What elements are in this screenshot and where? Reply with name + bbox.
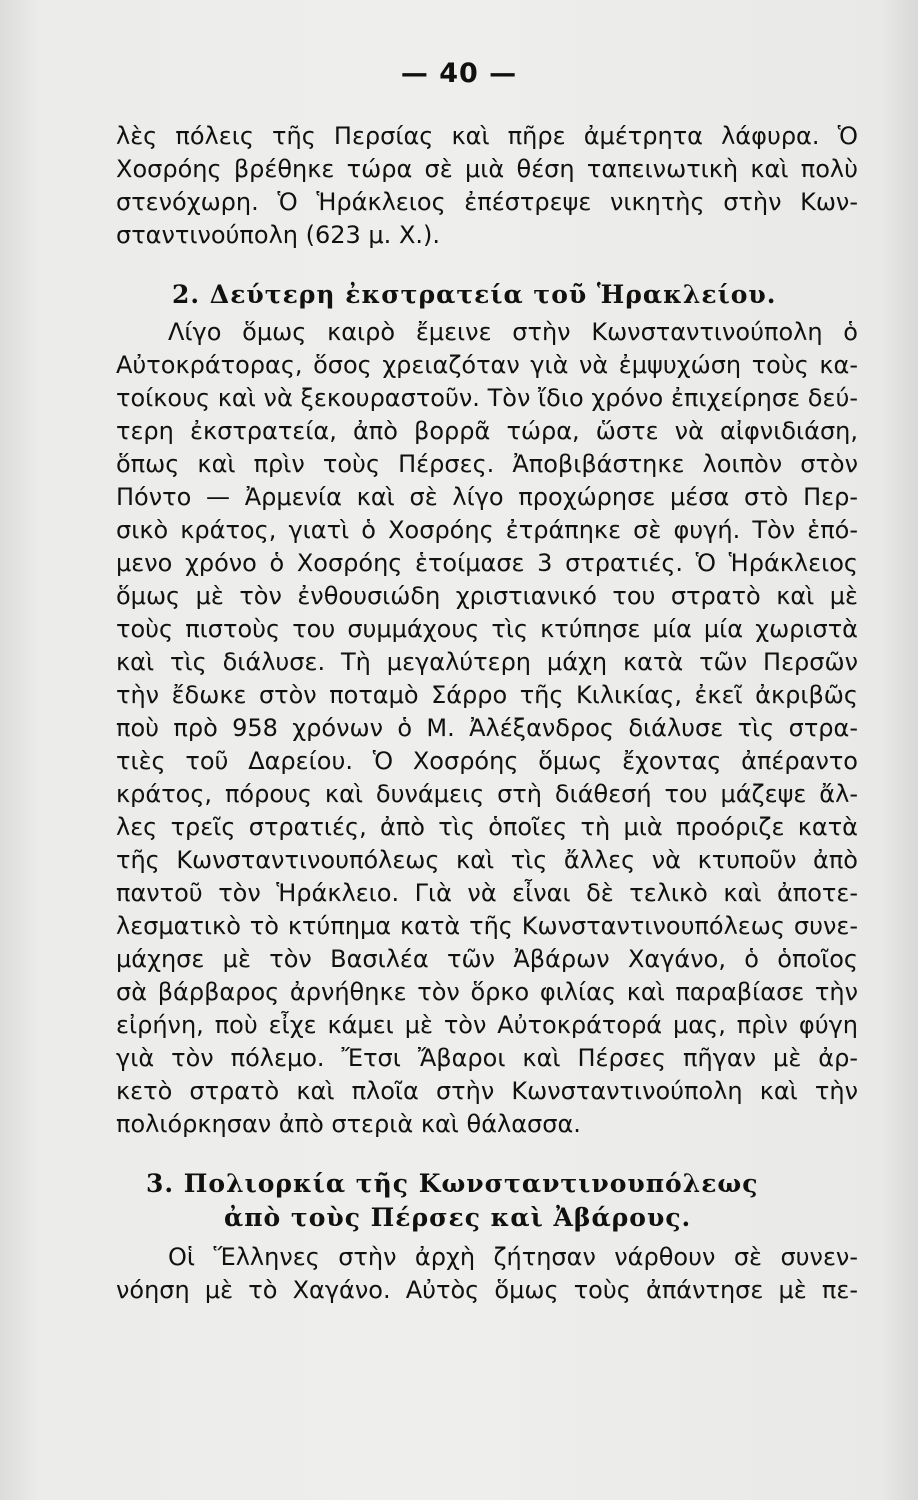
text-line: κετὸ στρατὸ καὶ πλοῖα στὴν Κωνσταντινούπολη καὶ τὴν [116, 1077, 858, 1105]
text-line: μάχησε μὲ τὸν Βασιλέα τῶν Ἀβάρων Χαγάνο, ὁ ὁποῖος [116, 945, 858, 973]
text-line: τοὺς πιστοὺς του συμμάχους τὶς κτύπησε μία μία χωριστὰ [116, 615, 858, 643]
text-line: γιὰ τὸν πόλεμο. Ἔτσι Ἄβαροι καὶ Πέρσες πῆγαν μὲ ἀρ- [116, 1044, 858, 1072]
page-text [116, 120, 858, 1307]
text-line: σικὸ κράτος, γιατὶ ὁ Χοσρόης ἐτράπηκε σὲ φυγή. Τὸν ἑπό- [116, 516, 858, 544]
text-line: Χοσρόης βρέθηκε τώρα σὲ μιὰ θέση ταπεινωτικὴ καὶ πολὺ [116, 155, 858, 183]
section-heading-3-continued: ἀπὸ τοὺς Πέρσες καὶ Ἀβάρους. [224, 1203, 692, 1232]
text-line: σὰ βάρβαρος ἀρνήθηκε τὸν ὅρκο φιλίας καὶ παραβίασε τὴν [116, 978, 858, 1006]
section-heading-2: 2. Δεύτερη ἐκστρατεία τοῦ Ἡρακλείου. [172, 280, 777, 309]
text-line: πολιόρκησαν ἀπὸ στεριὰ καὶ θάλασσα. [116, 1110, 581, 1138]
text-line: σταντινούπολη (623 μ. Χ.). [116, 221, 440, 249]
text-line: ποὺ πρὸ 958 χρόνων ὁ Μ. Ἀλέξανδρος διάλυσε τὶς στρα- [116, 714, 858, 742]
text-line: τερη ἐκστρατεία, ἀπὸ βορρᾶ τώρα, ὥστε νὰ αἰφνιδιάση, [116, 417, 858, 445]
text-line: Αὐτοκράτορας, ὅσος χρειαζόταν γιὰ νὰ ἐμψυχώση τοὺς κα- [116, 351, 858, 379]
paragraph-2 [116, 316, 858, 1141]
text-line: Λίγο ὅμως καιρὸ ἔμεινε στὴν Κωνσταντινούπολη ὁ [168, 318, 858, 346]
text-line: τῆς Κωνσταντινουπόλεως καὶ τὶς ἄλλες νὰ κτυποῦν ἀπὸ [116, 846, 858, 874]
section-heading-3: 3. Πολιορκία τῆς Κωνσταντινουπόλεως [146, 1169, 759, 1198]
paragraph-3 [116, 1241, 858, 1307]
text-line: καὶ τὶς διάλυσε. Τὴ μεγαλύτερη μάχη κατὰ τῶν Περσῶν [116, 648, 858, 676]
text-line: στενόχωρη. Ὁ Ἡράκλειος ἐπέστρεψε νικητὴς στὴν Κων- [116, 188, 858, 216]
text-line: παντοῦ τὸν Ἡράκλειο. Γιὰ νὰ εἶναι δὲ τελικὸ καὶ ἀποτε- [116, 879, 858, 907]
text-line: τιὲς τοῦ Δαρείου. Ὁ Χοσρόης ὅμως ἔχοντας ἀπέραντο [116, 747, 858, 775]
text-line: νόηση μὲ τὸ Χαγάνο. Αὐτὸς ὅμως τοὺς ἀπάντησε μὲ πε- [116, 1276, 858, 1304]
paragraph-1 [116, 120, 858, 252]
text-line: λεσματικὸ τὸ κτύπημα κατὰ τῆς Κωνσταντινουπόλεως συνε- [116, 912, 858, 940]
text-line: τὴν ἔδωκε στὸν ποταμὸ Σάρρο τῆς Κιλικίας, ἐκεῖ ἀκριβῶς [116, 681, 858, 709]
text-line: κράτος, πόρους καὶ δυνάμεις στὴ διάθεσή του μάζεψε ἄλ- [116, 780, 858, 808]
page-number: — 40 — [400, 58, 518, 89]
text-line: Πόντο — Ἀρμενία καὶ σὲ λίγο προχώρησε μέσα στὸ Περ- [116, 483, 858, 511]
text-line: Οἱ Ἕλληνες στὴν ἀρχὴ ζήτησαν νάρθουν σὲ συνεν- [168, 1243, 858, 1271]
text-line: λες τρεῖς στρατιές, ἀπὸ τὶς ὁποῖες τὴ μιὰ προόριζε κατὰ [116, 813, 858, 841]
text-line: μενο χρόνο ὁ Χοσρόης ἑτοίμασε 3 στρατιές. Ὁ Ἡράκλειος [116, 549, 858, 577]
text-line: ὅμως μὲ τὸν ἐνθουσιώδη χριστιανικό του στρατὸ καὶ μὲ [116, 582, 858, 610]
text-line: ὅπως καὶ πρὶν τοὺς Πέρσες. Ἀποβιβάστηκε λοιπὸν στὸν [116, 450, 858, 478]
text-line: λὲς πόλεις τῆς Περσίας καὶ πῆρε ἀμέτρητα λάφυρα. Ὁ [116, 122, 858, 150]
text-line: εἰρήνη, ποὺ εἶχε κάμει μὲ τὸν Αὐτοκράτορά μας, πρὶν φύγη [116, 1011, 858, 1039]
text-line: τοίκους καὶ νὰ ξεκουραστοῦν. Τὸν ἴδιο χρόνο ἐπιχείρησε δεύ- [116, 384, 858, 412]
